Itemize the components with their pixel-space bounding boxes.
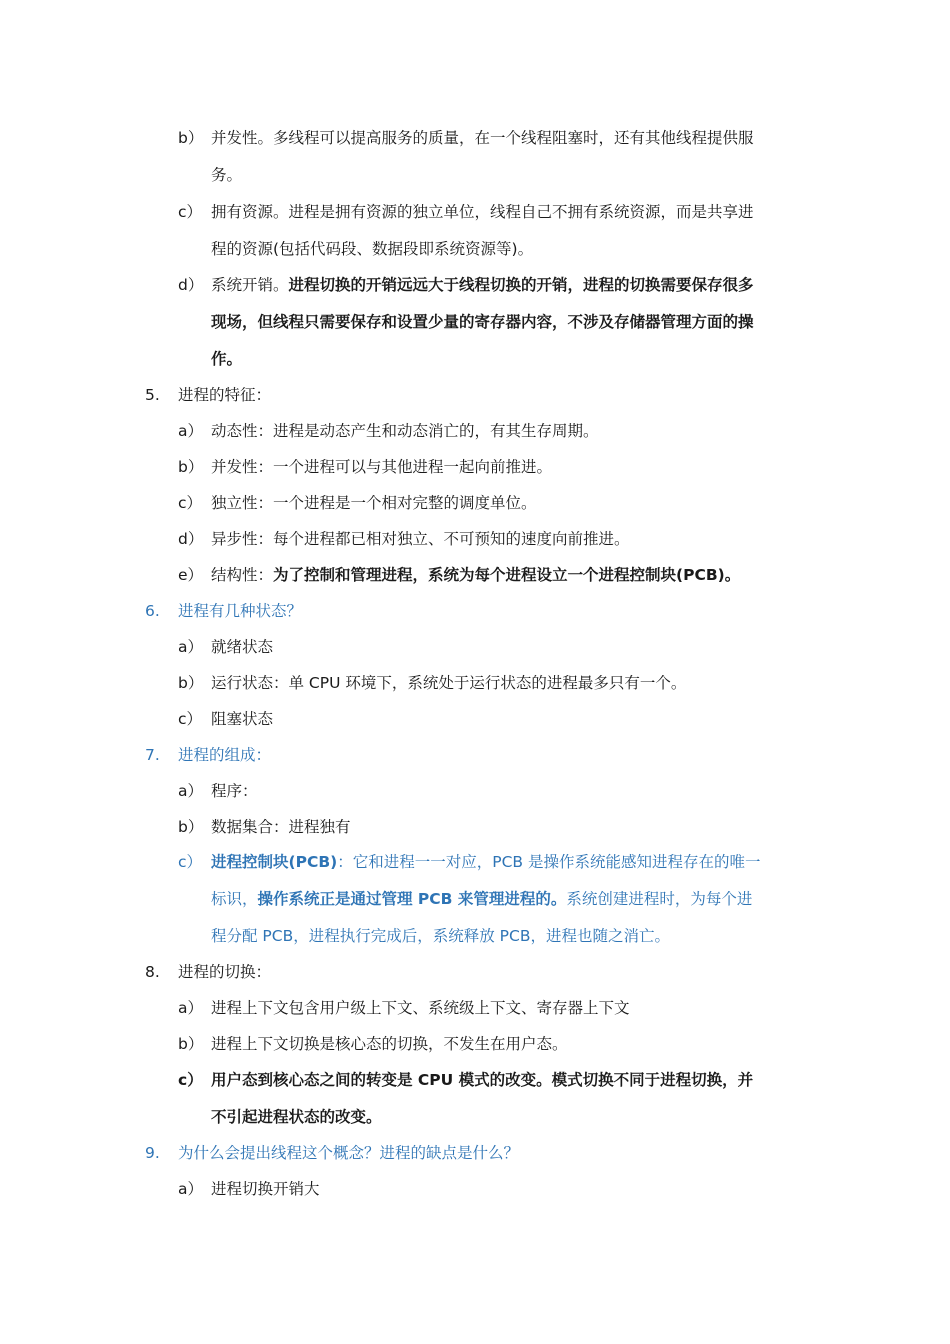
text-run: 并发性。多线程可以提高服务的质量，在一个线程阻塞时，还有其他线程提供服 — [211, 129, 754, 147]
item-label: c） — [178, 1071, 203, 1089]
item-label: b） — [178, 1035, 204, 1053]
bold-text-run: 为了控制和管理进程，系统为每个进程设立一个进程控制块(PCB)。 — [273, 566, 741, 584]
text-run: 系统创建进程时，为每个进 — [566, 890, 753, 908]
item-text — [211, 636, 273, 658]
text-run: 并发性：一个进程可以与其他进程一起向前推进。 — [211, 458, 553, 476]
item-text — [178, 600, 302, 622]
item-text — [178, 961, 271, 983]
item-label: c） — [178, 853, 203, 871]
item-text — [211, 127, 754, 149]
text-run: 进程上下文包含用户级上下文、系统级上下文、寄存器上下文 — [211, 999, 630, 1017]
item-text — [211, 201, 754, 223]
bold-text-run: 不引起进程状态的改变。 — [211, 1108, 382, 1126]
item-label: b） — [178, 818, 204, 836]
item-number: 9. — [145, 1144, 160, 1162]
item-text — [211, 528, 630, 550]
item-label: b） — [178, 674, 204, 692]
item-text — [211, 348, 242, 370]
item-text — [211, 925, 670, 947]
bold-text-run: 进程控制块(PCB) — [211, 853, 338, 871]
text-run: 独立性：一个进程是一个相对完整的调度单位。 — [211, 494, 537, 512]
text-run: 程序： — [211, 782, 258, 800]
item-text — [211, 492, 537, 514]
item-number: 5. — [145, 386, 160, 404]
text-run: 就绪状态 — [211, 638, 274, 656]
text-run: 动态性：进程是动态产生和动态消亡的，有其生存周期。 — [211, 422, 599, 440]
item-label: d） — [178, 276, 204, 294]
item-label: c） — [178, 710, 203, 728]
item-label: a） — [178, 999, 203, 1017]
text-run: ：它和进程一一对应，PCB 是操作系统能感知进程存在的唯一 — [337, 853, 761, 871]
item-text — [211, 672, 686, 694]
item-text — [211, 816, 351, 838]
text-run: 数据集合：进程独有 — [211, 818, 351, 836]
item-number: 6. — [145, 602, 160, 620]
text-run: 异步性：每个进程都已相对独立、不可预知的速度向前推进。 — [211, 530, 630, 548]
text-run: 阻塞状态 — [211, 710, 274, 728]
text-run: 进程的组成： — [178, 746, 272, 764]
text-run: 标识， — [211, 890, 258, 908]
item-text — [211, 780, 258, 802]
bold-text-run: 操作系统正是通过管理 PCB 来管理进程的。 — [257, 890, 567, 908]
text-run: 系统开销。 — [211, 276, 289, 294]
text-run: 为什么会提出线程这个概念？进程的缺点是什么？ — [178, 1144, 520, 1162]
item-text — [211, 1106, 382, 1128]
item-number: 8. — [145, 963, 160, 981]
text-run: 进程有几种状态？ — [178, 602, 303, 620]
text-run: 运行状态：单 CPU 环境下，系统处于运行状态的进程最多只有一个。 — [211, 674, 687, 692]
item-text — [178, 744, 271, 766]
text-run: 拥有资源。进程是拥有资源的独立单位，线程自己不拥有系统资源，而是共享进 — [211, 203, 754, 221]
item-number: 7. — [145, 746, 160, 764]
item-text — [211, 420, 599, 442]
item-label: c） — [178, 494, 203, 512]
item-label: d） — [178, 530, 204, 548]
bold-text-run: 现场，但线程只需要保存和设置少量的寄存器内容，不涉及存储器管理方面的操 — [211, 313, 754, 331]
item-text — [211, 997, 630, 1019]
item-text — [178, 1142, 519, 1164]
item-text — [211, 564, 740, 586]
text-run: 进程的特征： — [178, 386, 272, 404]
item-label: a） — [178, 1180, 203, 1198]
item-label: a） — [178, 422, 203, 440]
item-text — [211, 274, 754, 296]
item-text — [178, 384, 271, 406]
item-text — [211, 1033, 568, 1055]
item-text — [211, 851, 760, 873]
text-run: 进程的切换： — [178, 963, 272, 981]
item-label: a） — [178, 638, 203, 656]
item-label: c） — [178, 203, 203, 221]
item-text — [211, 456, 552, 478]
item-text — [211, 1178, 320, 1200]
text-run: 务。 — [211, 166, 243, 184]
item-text — [211, 311, 754, 333]
bold-text-run: 进程切换的开销远远大于线程切换的开销，进程的切换需要保存很多 — [288, 276, 754, 294]
text-run: 进程切换开销大 — [211, 1180, 320, 1198]
text-run: 程分配 PCB，进程执行完成后，系统释放 PCB，进程也随之消亡。 — [211, 927, 670, 945]
item-text — [211, 238, 533, 260]
item-text — [211, 1069, 753, 1091]
item-label: a） — [178, 782, 203, 800]
item-text — [211, 164, 242, 186]
bold-text-run: 用户态到核心态之间的转变是 CPU 模式的改变。模式切换不同于进程切换，并 — [211, 1071, 754, 1089]
item-label: b） — [178, 129, 204, 147]
item-label: e） — [178, 566, 204, 584]
item-label: b） — [178, 458, 204, 476]
text-run: 进程上下文切换是核心态的切换，不发生在用户态。 — [211, 1035, 568, 1053]
item-text — [211, 708, 273, 730]
item-text — [211, 888, 752, 910]
text-run: 结构性： — [211, 566, 274, 584]
text-run: 程的资源(包括代码段、数据段即系统资源等)。 — [211, 240, 534, 258]
bold-text-run: 作。 — [211, 350, 243, 368]
